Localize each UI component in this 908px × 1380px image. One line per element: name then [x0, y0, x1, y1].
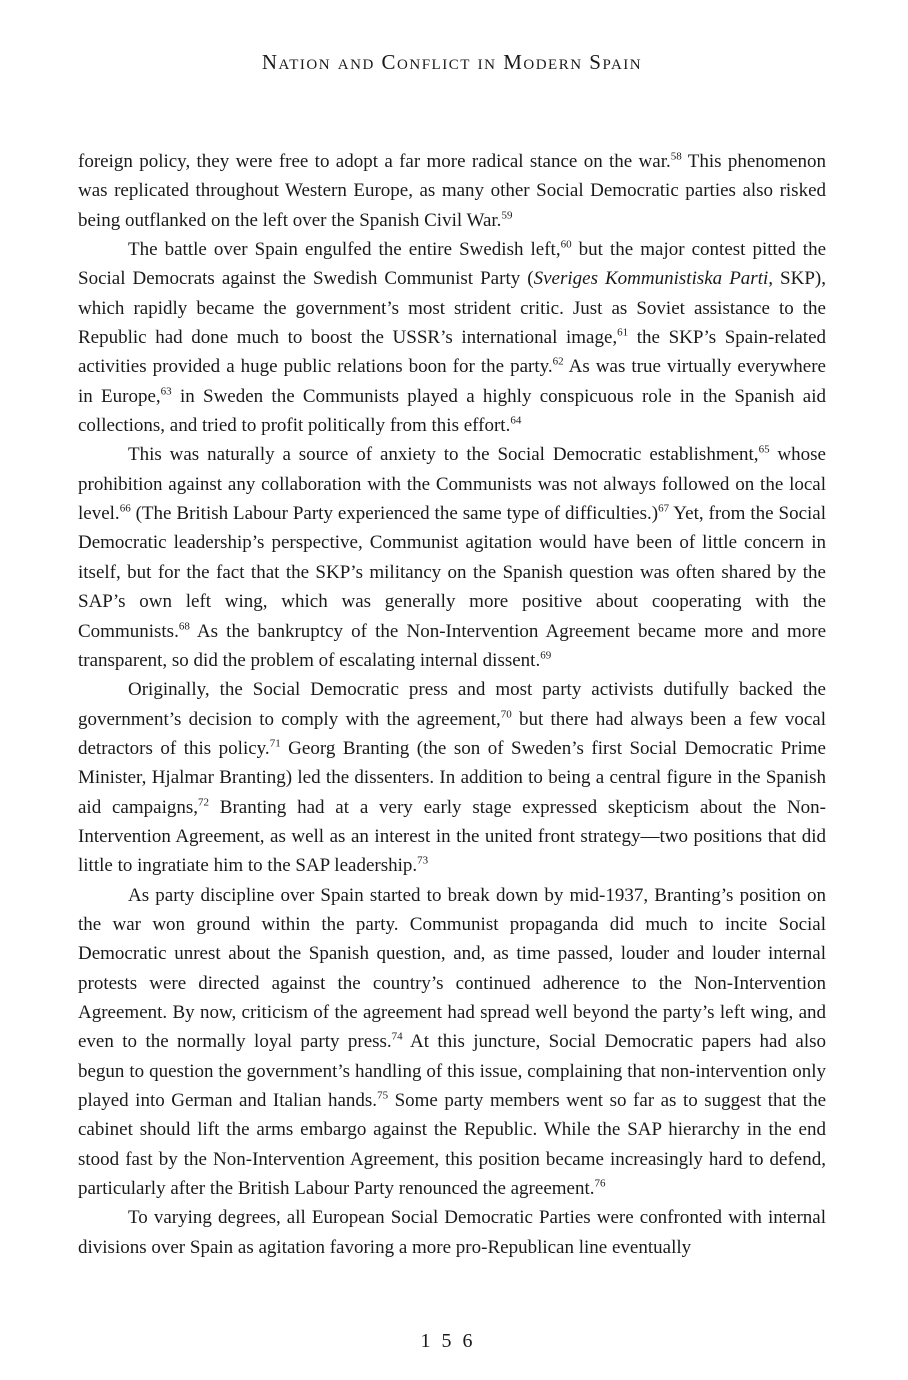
text-run: This phenomenon was replicated throughout Western Europe, as many other Social Democratic parties also risked being outflanked on the left over the Spanish Civil War.: [78, 151, 826, 231]
text-run: At this juncture, Social Democratic papers had also begun to question the government’s handling of this issue, complaining that non-intervention only played into German and Italian hands.: [78, 1031, 826, 1111]
footnote-marker: 74: [391, 1030, 403, 1043]
text-run: whose prohibition against any collaboration with the Communists was not always followed on the local level.: [78, 444, 826, 525]
footnote-marker: 58: [670, 150, 682, 163]
footnote-marker: 69: [540, 649, 552, 662]
footnote-marker: 61: [617, 326, 629, 339]
text-run: As was true virtually everywhere in Europe,: [78, 356, 826, 407]
text-run: Georg Branting (the son of Sweden’s first Social Democratic Prime Minister, Hjalmar Branting) led the dissenters. In addition to being a central figure in the Spanish aid campaigns,: [78, 737, 826, 818]
footnote-marker: 71: [269, 737, 281, 750]
footnote-marker: 72: [198, 796, 210, 809]
paragraph: [78, 147, 826, 235]
footnote-marker: 60: [560, 238, 572, 251]
footnote-marker: 62: [552, 356, 564, 369]
text-run: As the bankruptcy of the Non-Intervention Agreement became more and more transparent, so did the problem of escalating internal dissent.: [78, 620, 826, 671]
text-run: Some party members went so far as to suggest that the cabinet should lift the arms embargo against the Republic. While the SAP hierarchy in the end stood fast by the Non-Intervention Agreement, this position became increasingly hard to defend, particularly after the British Labour Party renounced the agreement.: [78, 1090, 827, 1200]
footnote-marker: 76: [594, 1177, 606, 1190]
paragraph: [78, 440, 826, 675]
text-run: Branting had at a very early stage expressed skepticism about the Non-Intervention Agreement, as well as an interest in the united front strategy—two positions that did little to ingratiate him to the SAP leadership.: [78, 796, 827, 877]
text-run: but there had always been a few vocal detractors of this policy.: [78, 708, 826, 759]
footnote-marker: 73: [417, 854, 429, 867]
footnote-marker: 66: [119, 502, 131, 515]
text-run: Originally, the Social Democratic press and most party activists dutifully backed the government’s decision to comply with the agreement,: [78, 679, 826, 730]
paragraph: [78, 881, 826, 1204]
text-run: SKP), which rapidly became the government’s most strident critic. Just as Soviet assistance to the Republic had done much to boost the USSR’s international image,: [78, 268, 826, 349]
paragraph: [78, 1203, 826, 1262]
running-head: Nation and Conflict in Modern Spain: [261, 50, 643, 74]
text-run: The battle over Spain engulfed the entire Swedish left,: [128, 239, 561, 261]
paragraph: [78, 675, 826, 880]
body-text: [78, 147, 826, 1262]
footnote-marker: 75: [377, 1089, 389, 1102]
page-number: 156: [420, 1330, 484, 1352]
footnote-marker: 59: [501, 209, 513, 222]
paragraph: [78, 235, 826, 440]
text-run: To varying degrees, all European Social Democratic Parties were confronted with internal divisions over Spain as agitation favoring a more pro-Republican line eventually: [78, 1207, 826, 1258]
text-run: but the major contest pitted the Social Democrats against the Swedish Communist Party (: [78, 239, 827, 290]
footnote-marker: 68: [178, 620, 190, 633]
footnote-marker: 65: [758, 444, 770, 457]
text-run: in Sweden the Communists played a highly conspicuous role in the Spanish aid collections, and tried to profit politically from this effort.: [78, 385, 826, 437]
footnote-marker: 63: [160, 385, 172, 398]
text-run: Yet, from the Social Democratic leadership’s perspective, Communist agitation would have been of little concern in itself, but for the fact that the SKP’s militancy on the Spanish question was often shared by the SAP’s own left wing, which was generally more positive about cooperating with the Communists.: [78, 503, 826, 642]
footnote-marker: 64: [510, 414, 522, 427]
italic-text: Sveriges Kommunistiska Parti,: [533, 268, 774, 290]
footnote-marker: 70: [500, 708, 512, 721]
text-run: the SKP’s Spain-related activities provided a huge public relations boon for the party.: [78, 327, 827, 378]
text-run: foreign policy, they were free to adopt a far more radical stance on the war.: [78, 151, 671, 172]
text-run: (The British Labour Party experienced the same type of difficulties.): [130, 503, 659, 525]
text-run: As party discipline over Spain started to break down by mid-1937, Branting’s position on the war won ground within the party. Communist propaganda did much to incite Social Democratic unrest about the Spanish question, and, as time passed, louder and louder internal protests were directed against the country’s continued adherence to the Non-Intervention Agreement. By now, criticism of the agreement had spread well beyond the party’s left wing, and even to the normally loyal party press.: [78, 884, 826, 1053]
footnote-marker: 67: [658, 502, 670, 515]
text-run: This was naturally a source of anxiety to the Social Democratic establishment,: [128, 444, 759, 466]
